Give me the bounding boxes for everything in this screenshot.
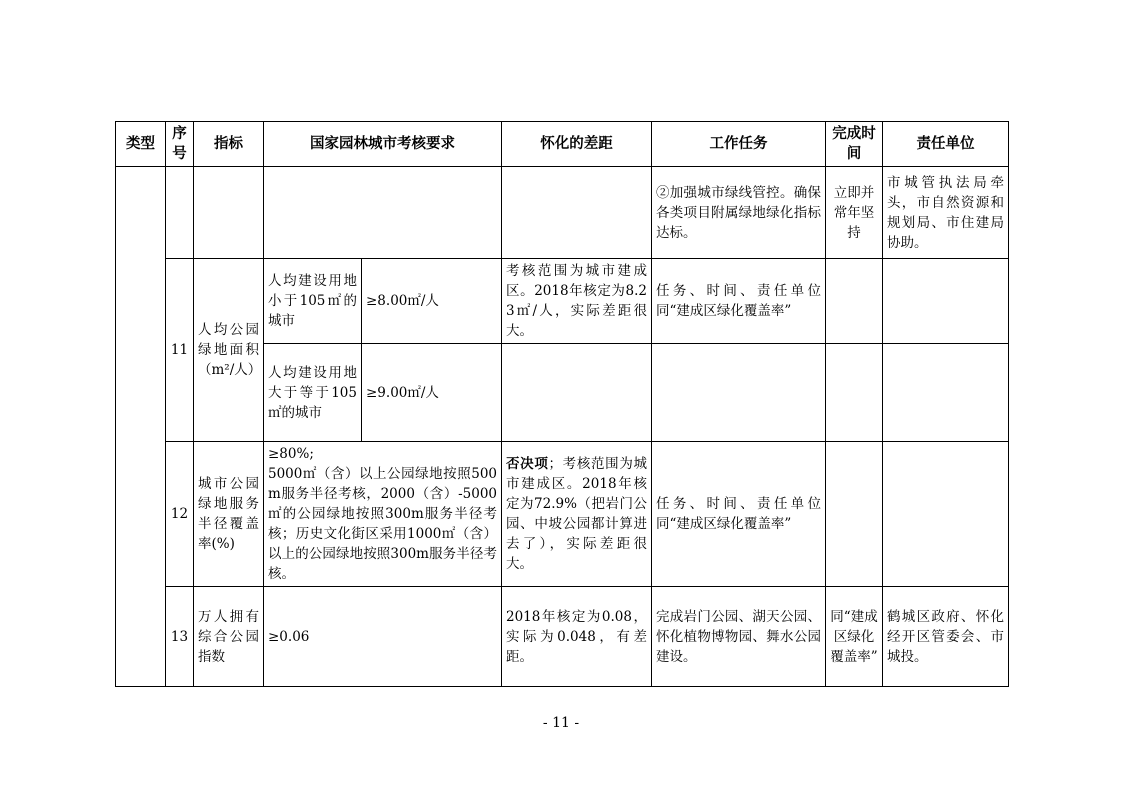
- unit-cell: [883, 442, 1009, 587]
- unit-cell: [883, 344, 1009, 442]
- table-row: [116, 442, 1009, 587]
- header-gap: 怀化的差距: [502, 122, 652, 167]
- requirement-condition-cell: 人均建设用地大于等于105㎡的城市: [264, 344, 362, 442]
- gap-cell: [502, 167, 652, 259]
- unit-cell: 鹤城区政府、怀化经开区管委会、市城投。: [883, 587, 1009, 687]
- requirement-cell: [264, 167, 502, 259]
- header-type: 类型: [116, 122, 166, 167]
- task-cell: 任务、时间、责任单位同“建成区绿化覆盖率”: [652, 259, 826, 344]
- type-cell: [116, 167, 166, 687]
- task-cell: 完成岩门公园、湖天公园、怀化植物博物园、舞水公园建设。: [652, 587, 826, 687]
- header-time: 完成时间: [826, 122, 883, 167]
- unit-cell: 市城管执法局牵头，市自然资源和规划局、市住建局协助。: [883, 167, 1009, 259]
- task-cell: 任务、时间、责任单位同“建成区绿化覆盖率”: [652, 442, 826, 587]
- header-seq: 序号: [166, 122, 194, 167]
- time-cell: [826, 259, 883, 344]
- task-cell: ②加强城市绿线管控。确保各类项目附属绿地绿化指标达标。: [652, 167, 826, 259]
- assessment-table: [115, 121, 1009, 687]
- seq-cell: [166, 167, 194, 259]
- table-row: [116, 167, 1009, 259]
- requirement-value-cell: ≥8.00㎡/人: [362, 259, 502, 344]
- header-row: [116, 122, 1009, 167]
- gap-cell: [502, 344, 652, 442]
- gap-cell: 考核范围为城市建成区。2018年核定为8.23㎡/人，实际差距很大。: [502, 259, 652, 344]
- header-indicator: 指标: [194, 122, 264, 167]
- page-number: - 11 -: [542, 715, 580, 731]
- indicator-cell: 人均公园绿地面积（m²/人）: [194, 259, 264, 442]
- table-row: [116, 587, 1009, 687]
- gap-cell: [502, 442, 652, 587]
- header-task: 工作任务: [652, 122, 826, 167]
- seq-cell: 11: [166, 259, 194, 442]
- requirement-cell: ≥0.06: [264, 587, 502, 687]
- indicator-cell: [194, 167, 264, 259]
- time-cell: [826, 344, 883, 442]
- seq-cell: 13: [166, 587, 194, 687]
- requirement-condition-cell: 人均建设用地小于105㎡的城市: [264, 259, 362, 344]
- time-cell: 同“建成区绿化覆盖率”: [826, 587, 883, 687]
- task-cell: [652, 344, 826, 442]
- indicator-cell: 万人拥有综合公园指数: [194, 587, 264, 687]
- requirement-value-cell: ≥9.00㎡/人: [362, 344, 502, 442]
- requirement-cell: ≥80%; 5000㎡（含）以上公园绿地按照500m服务半径考核，2000（含）-5000㎡的公园绿地按照300m服务半径考核；历史文化街区采用1000㎡（含）以上的公园绿地按照300m服务半径考核。: [264, 442, 502, 587]
- time-cell: 立即并常年坚持: [826, 167, 883, 259]
- veto-label: 否决项: [506, 456, 549, 472]
- seq-cell: 12: [166, 442, 194, 587]
- unit-cell: [883, 259, 1009, 344]
- gap-text: ；考核范围为城市建成区。2018年核定为72.9%（把岩门公园、中坡公园都计算进去了），实际差距很大。: [506, 456, 647, 572]
- indicator-cell: 城市公园绿地服务半径覆盖率(%): [194, 442, 264, 587]
- header-unit: 责任单位: [883, 122, 1009, 167]
- time-cell: [826, 442, 883, 587]
- header-requirement: 国家园林城市考核要求: [264, 122, 502, 167]
- gap-cell: 2018年核定为0.08，实际为0.048，有差距。: [502, 587, 652, 687]
- table-row: [116, 259, 1009, 344]
